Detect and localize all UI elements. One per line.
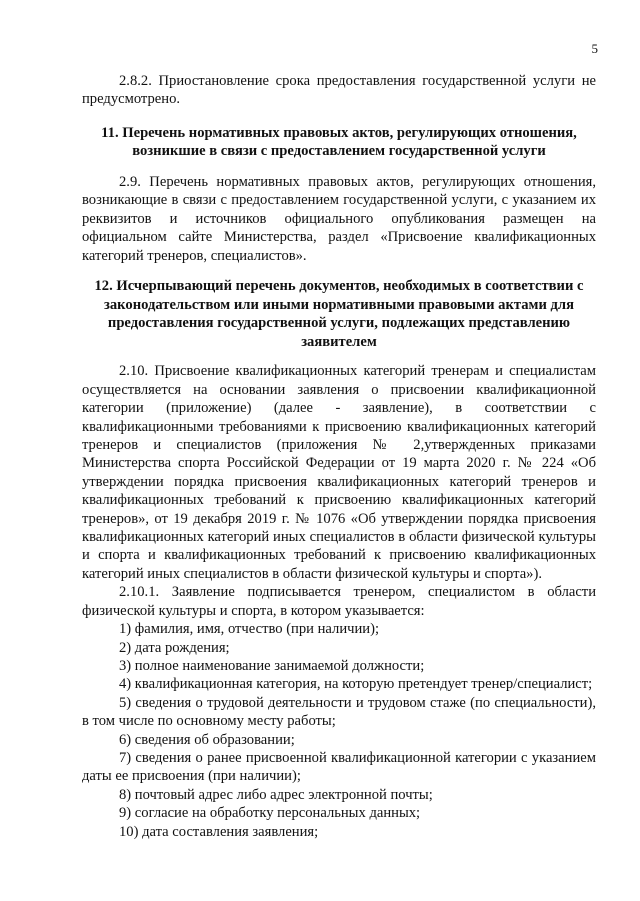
list-item: 5) сведения о трудовой деятельности и трудовом стаже (по специальности), в том числе по основному месту работы; bbox=[82, 694, 596, 730]
list-item: 3) полное наименование занимаемой должности; bbox=[119, 657, 425, 674]
list-item: 1) фамилия, имя, отчество (при наличии); bbox=[119, 621, 380, 638]
section-heading-11: 11. Перечень нормативных правовых актов, регулирующих отношения, возникшие в связи с предоставлением государственной услуги bbox=[101, 124, 577, 160]
paragraph-2-10: 2.10. Присвоение квалификационных категорий тренерам и специалистам осуществляется на основании заявления о присвоении квалификационной категории (приложение) (далее - заявление), в соответствии с квалификационными требованиями к присвоению квалификационных категорий тренеров и специалистов (приложения № 2,утвержденных приказами Министерства спорта Российской Федерации от 19 марта 2020 г. № 224 «Об утверждении порядка присвоения квалификационных категорий тренеров и квалификационных требований к присвоению квалификационных категорий тренеров», от 19 декабря 2019 г. № 1076 «Об утверждении порядка присвоения квалификационных категорий иных специалистов в области физической культуры и спорта и квалификационных требований к присвоению квалификационных категорий иных специалистов в области физической культуры и спорта»). bbox=[82, 363, 596, 582]
paragraph-2-8-2: 2.8.2. Приостановление срока предоставления государственной услуги не предусмотрено. bbox=[82, 73, 596, 108]
list-item: 8) почтовый адрес либо адрес электронной почты; bbox=[119, 786, 433, 803]
list-item: 7) сведения о ранее присвоенной квалификационной категории с указанием даты ее присвоения (при наличии); bbox=[82, 749, 596, 785]
paragraph-2-9: 2.9. Перечень нормативных правовых актов, регулирующих отношения, возникающие в связи с предоставлением государственной услуги, с указанием их реквизитов и источников официального опубликования размещен на официальном сайте Министерства, раздел «Присвоение квалификационных категорий тренеров, специалистов». bbox=[82, 174, 596, 264]
list-item: 6) сведения об образовании; bbox=[119, 731, 295, 748]
application-fields-list bbox=[82, 620, 596, 841]
list-item: 9) согласие на обработку персональных данных; bbox=[119, 805, 421, 822]
list-item: 10) дата составления заявления; bbox=[119, 823, 319, 840]
list-item: 4) квалификационная категория, на которую претендует тренер/специалист; bbox=[119, 676, 593, 693]
list-item: 2) дата рождения; bbox=[119, 639, 230, 656]
page-number: 5 bbox=[591, 41, 598, 56]
document-body bbox=[82, 72, 596, 841]
paragraph-2-10-1: 2.10.1. Заявление подписывается тренером, специалистом в области физической культуры и спорта, в котором указывается: bbox=[82, 584, 596, 619]
section-heading-12: 12. Исчерпывающий перечень документов, необходимых в соответствии с законодательством или иными нормативными правовыми актами для предоставления государственной услуги, подлежащих представлению заявителем bbox=[94, 278, 584, 350]
